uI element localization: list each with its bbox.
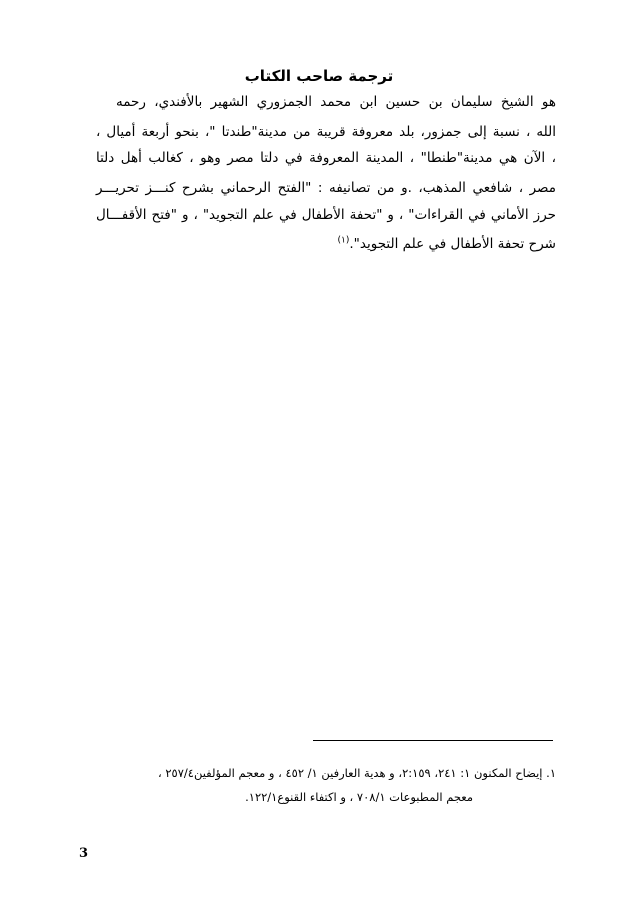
paragraph-line-6	[338, 232, 556, 256]
footnote-separator	[313, 740, 553, 741]
footnote-line-1: ١. إيضاح المكنون ١: ٢٤١، ٢:١٥٩، و هدية العارفين ١/ ٤٥٢ ، و معجم المؤلفين٢٥٧/٤ ،	[157, 766, 556, 780]
section-title: ترجمة صاحب الكتاب	[244, 67, 394, 85]
footnote-line-2: معجم المطبوعات ٧٠٨/١ ، و اكتفاء القنوع١٢٢/١.	[245, 790, 473, 804]
paragraph-line-6-text: شرح تحفة الأطفال في علم التجويد".	[349, 236, 556, 252]
paragraph-line-4: مصر ، شافعي المذهب، .و من تصانيفه : "الفتح الرحماني بشرح كنـــز تحريـــر	[96, 180, 556, 196]
paragraph-line-5: حرز الأماني في القراءات" ، و "تحفة الأطفال في علم التجويد" ، و "فتح الأقفـــال	[96, 207, 556, 223]
paragraph-line-2: الله ، نسبة إلى جمزور، بلد معروفة قريبة من مدينة"طندتا "، بنحو أربعة أميال ،	[96, 124, 556, 140]
paragraph-line-1: هو الشيخ سليمان بن حسين ابن محمد الجمزوري الشهير بالأفندي، رحمه	[116, 94, 556, 110]
footnote-reference-mark: (١)	[337, 235, 350, 246]
paragraph-line-3: ، الآن هي مدينة"طنطا" ، المدينة المعروفة في دلتا مصر وهو ، كغالب أهل دلتا	[96, 150, 556, 166]
page-number: 3	[79, 846, 89, 861]
